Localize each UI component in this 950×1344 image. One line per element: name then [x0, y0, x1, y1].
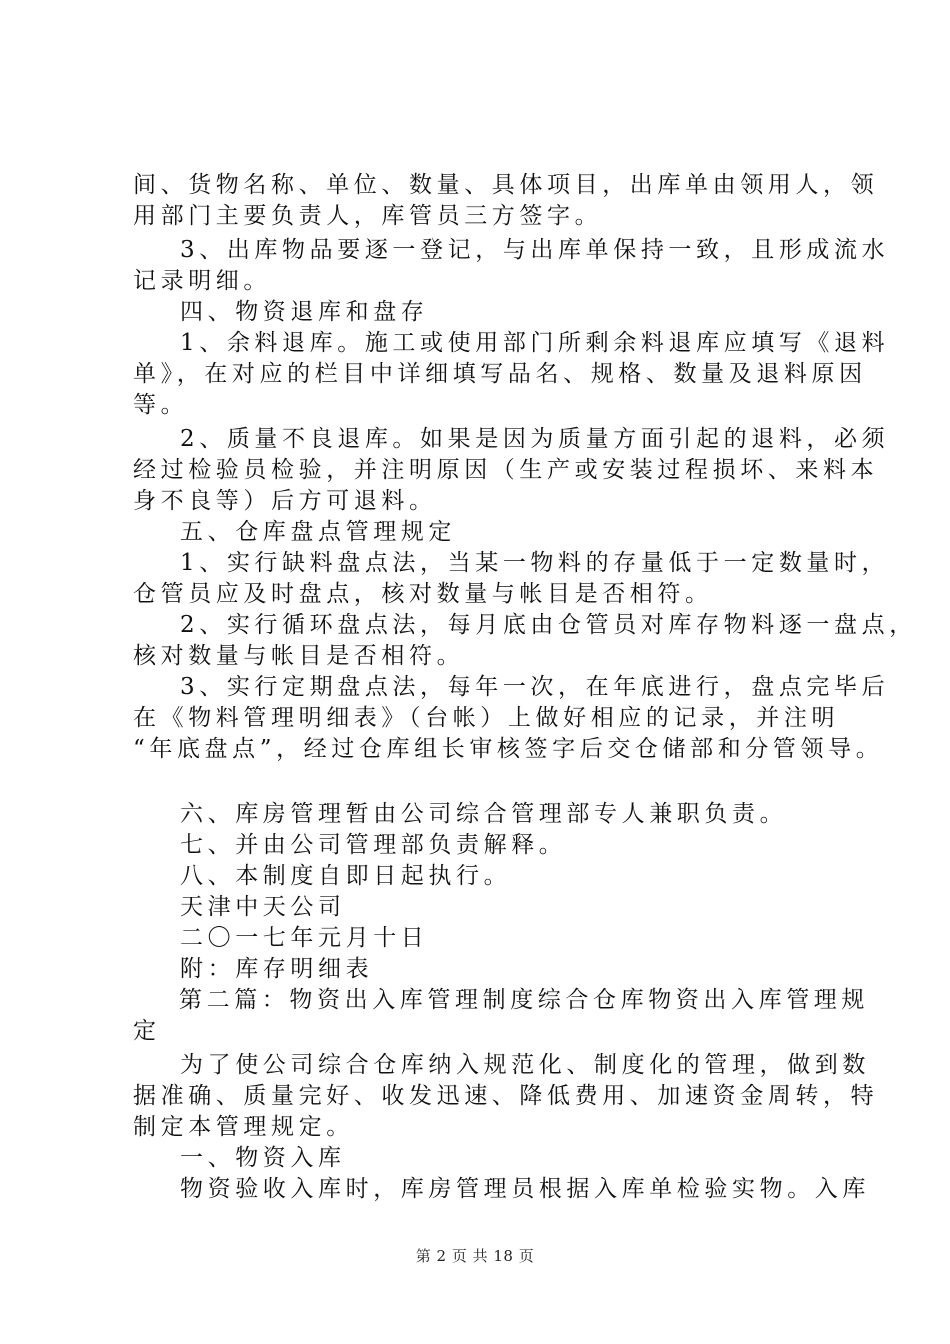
text-line: 七、并由公司管理部负责解释。: [180, 832, 567, 858]
text-line: 间、货物名称、单位、数量、具体项目，出库单由领用人，领: [133, 172, 879, 198]
text-line: 单》，在对应的栏目中详细填写品名、规格、数量及退料原因: [133, 361, 867, 387]
blank-line: [133, 765, 833, 799]
text-line: 1、余料退库。施工或使用部门所剩余料退库应填写《退料: [180, 330, 890, 356]
text-line: 2、实行循环盘点法，每月底由仓管员对库存物料逐一盘点，: [180, 612, 917, 638]
text-line: 1、实行缺料盘点法，当某一物料的存量低于一定数量时，: [180, 550, 890, 576]
text-line: 2、质量不良退库。如果是因为质量方面引起的退料，必须: [180, 426, 890, 452]
text-line: 物资验收入库时，库房管理员根据入库单检验实物。入库: [180, 1176, 870, 1202]
text-line: 等。: [133, 392, 189, 418]
text-line: “年底盘点”，经过仓库组长审核签字后交仓储部和分管领导。: [133, 736, 884, 762]
text-line: 八、本制度自即日起执行。: [180, 863, 512, 889]
signature-company: 天津中天公司: [180, 894, 346, 920]
text-line: 身不良等）后方可退料。: [133, 488, 437, 514]
text-line: 核对数量与帐目是否相符。: [133, 643, 465, 669]
text-line: 记录明细。: [133, 268, 271, 294]
text-line: 制定本管理规定。: [133, 1114, 354, 1140]
attachment-note: 附：库存明细表: [180, 956, 374, 982]
text-line: 用部门主要负责人，库管员三方签字。: [133, 203, 603, 229]
page-number-footer: 第 2 页 共 18 页: [415, 1247, 535, 1265]
text-line: 为了使公司综合仓库纳入规范化、制度化的管理，做到数: [180, 1052, 870, 1078]
signature-date: 二〇一七年元月十日: [180, 925, 429, 951]
document-body: [133, 170, 917, 1205]
chapter-heading: 第二篇：物资出入库管理制度综合仓库物资出入库管理规: [179, 987, 869, 1013]
section-heading: 一、物资入库: [180, 1145, 346, 1171]
text-line: 据准确、质量完好、收发迅速、降低费用、加速资金周转，特: [133, 1083, 879, 1109]
section-heading: 四、物资退库和盘存: [180, 299, 429, 325]
text-line: 3、实行定期盘点法，每年一次，在年底进行，盘点完毕后: [180, 674, 890, 700]
chapter-heading-continued: 定: [133, 1018, 161, 1044]
text-line: 3、出库物品要逐一登记，与出库单保持一致，且形成流水: [180, 237, 890, 263]
text-line: 六、库房管理暂由公司综合管理部专人兼职负责。: [180, 801, 788, 827]
text-line: 经过检验员检验，并注明原因（生产或安装过程损坏、来料本: [133, 457, 879, 483]
section-heading: 五、仓库盘点管理规定: [180, 519, 456, 545]
text-line: 仓管员应及时盘点，核对数量与帐目是否相符。: [133, 581, 713, 607]
text-line: 在《物料管理明细表》（台帐）上做好相应的记录，并注明: [133, 705, 840, 731]
